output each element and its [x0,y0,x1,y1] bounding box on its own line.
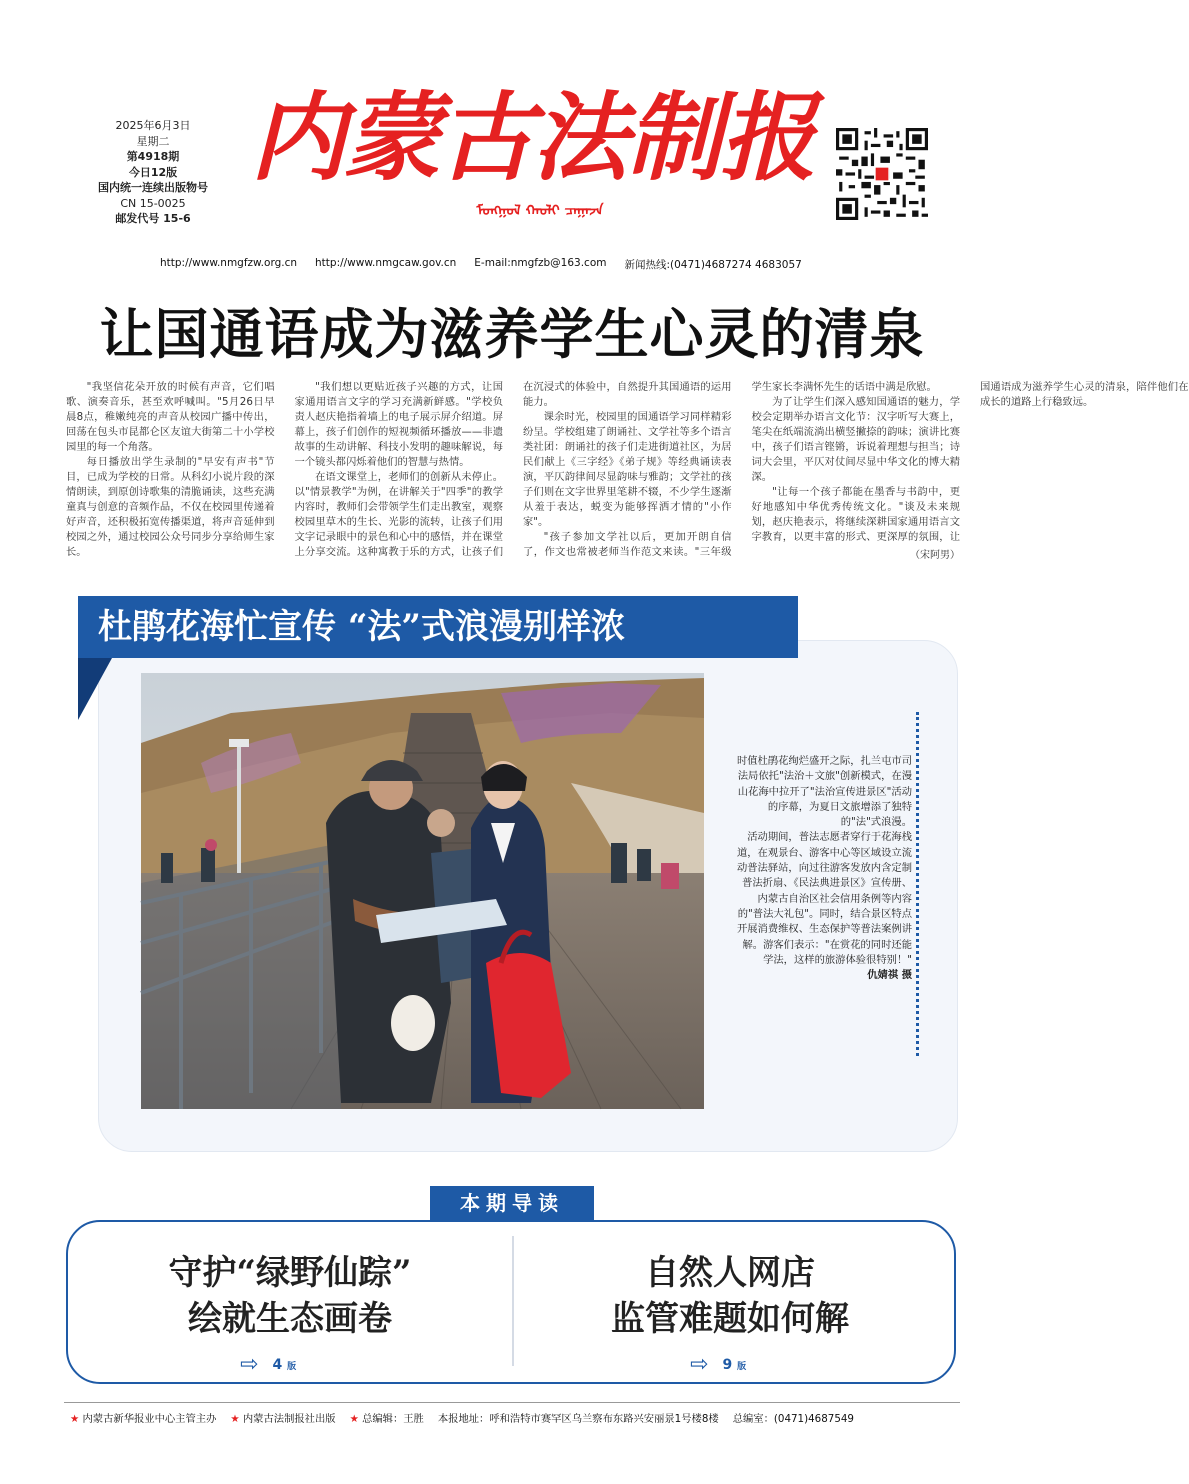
article-paragraph: 课余时光，校园里的国通语学习同样精彩纷呈。学校组建了朗诵社、文学社等多个语言类社团：朗诵社的孩子们走进街道社区，为居民们献上《三字经》《弟子规》等经典诵读表演，平仄韵律间尽显韵味与雅韵；文学社的孩子们则在文字世界里笔耕不辍，不少学生逐渐从羞于表达，蜕变为能够挥洒才情的"小作家"。 [523,411,732,528]
footer-editor: 总编辑：王胜 [362,1413,424,1425]
footer-address: 本报地址：呼和浩特市赛罕区乌兰察布东路兴安丽景1号楼8楼 [437,1413,719,1425]
article-paragraph: "我们想以更贴近孩子兴趣的方式，让国家通用语言文字的学习充满新鲜感。"学校负责人赵庆艳指着墙上的电子展示屏介绍道。屏幕上，孩子们创作的短视频循环播放——非遗故事的生动讲解、科技小发明的趣味解说，每一个镜头都闪烁着他们的智慧与热情。 [294,381,503,468]
mongolian-title: ᠮᠣᠩᠭᠣᠯ ᠬᠠᠤᠯᠢ ᠴᠠᠭᠠᠵᠠ [476,203,604,219]
footer-rule [64,1402,960,1403]
page-suffix: 版 [287,1361,297,1372]
footer-office-phone: 总编室：(0471)4687549 [732,1413,854,1425]
publication-info [88,118,218,227]
guide-item-right[interactable] [530,1250,930,1342]
guide-page-number: 4 [272,1356,283,1373]
star-icon: ★ [230,1413,240,1425]
issue-date: 2025年6月3日 [115,119,191,132]
feature-banner-title: 杜鹃花海忙宣传 “法”式浪漫别样浓 [78,596,798,658]
footer-publisher: 内蒙古法制报社出版 [242,1413,336,1425]
guide-title-line: 自然人网店 [645,1253,815,1293]
star-icon: ★ [70,1413,80,1425]
guide-label: 本期导读 [430,1186,594,1220]
guide-page-ref-right[interactable] [690,1352,746,1377]
issue-number: 第4918期 [126,150,180,163]
lead-headline: 让国通语成为滋养学生心灵的清泉 [99,302,925,366]
photo-credit: 仇婧祺 摄 [867,969,912,982]
article-paragraph: "我坚信花朵开放的时候有声音，它们唱歌、演奏音乐，甚至欢呼喊叫。"5月26日早晨8点，稚嫩纯亮的声音从校园广播中传出，回荡在包头市昆都仑区友谊大街第二十小学校园里的每一个角落。 [66,381,275,453]
cn-number: CN 15-0025 [120,196,186,210]
guide-title-line: 监管难题如何解 [611,1299,849,1339]
issue-weekday: 星期二 [136,134,170,148]
caption-paragraph: 活动期间，普法志愿者穿行于花海栈道，在观景台、游客中心等区域设立流动普法驿站，向过往游客发放内含定制普法折扇、《民法典进景区》宣传册、内蒙古自治区社会信用条例等内容的"普法大礼包"。同时，结合景区特点开展消费维权、生态保护等普法案例讲解。游客们表示："在赏花的同时还能学法，这样的旅游体验很特别！" [736,831,912,966]
guide-title-line: 守护“绿野仙踪” [168,1253,412,1293]
qr-code-icon[interactable] [836,128,928,220]
feature-photo[interactable] [141,673,704,1109]
newspaper-title-logo: 内蒙古法制报 [250,81,814,194]
footer-sponsor: 内蒙古新华报业中心主管主办 [82,1413,217,1425]
arrow-right-icon: ⇨ [690,1352,709,1377]
article-paragraph: 每日播放出学生录制的"早安有声书"节目，已成为学校的日常。从科幻小说片段的深情朗读，到原创诗歌集的清脆诵读，这些充满童真与创意的音频作品，不仅在校园里传递着好声音，还积极拓宽传播渠道，将声音延伸到校园之外，通过校园公众号同步分享给师生家长。 [66,456,275,558]
guide-page-ref-left[interactable] [240,1352,296,1377]
news-hotline: 新闻热线:(0471)4687274 4683057 [624,259,802,271]
lead-article-body [66,380,1189,564]
article-paragraph: "孩子参加文学社以后，更加开朗自信了，作文也常被老师当作范文来读。"三年级学生家长李满怀先生的话语中满是欣慰。 [523,381,937,558]
email-link[interactable]: E-mail:nmgfzb@163.com [474,257,607,269]
guide-item-left[interactable] [90,1250,490,1342]
star-icon: ★ [349,1413,359,1425]
serial-label: 国内统一连续出版物号 [98,181,208,194]
guide-title-line: 绘就生态画卷 [188,1299,392,1339]
contact-bar [160,257,880,273]
arrow-right-icon: ⇨ [240,1352,259,1377]
article-paragraph: 为了让学生们深入感知国通语的魅力，学校会定期举办语言文化节：汉字听写大赛上，笔尖在纸端流淌出横竖撇捺的韵味；演讲比赛中，孩子们语言铿锵，诉说着理想与担当；诗词大会里，平仄对仗间尽显中华文化的博大精深。 [751,396,960,483]
guide-page-number: 9 [722,1356,733,1373]
article-paragraph: "让每一个孩子都能在墨香与书韵中，更好地感知中华优秀传统文化。"谈及未来规划，赵庆艳表示，将继续深耕国家通用语言文字教育，以更丰富的形式、更深厚的氛围，让国通语成为滋养学生心灵的清泉，陪伴他们在成长的道路上行稳致远。 [751,381,1189,543]
guide-divider [512,1236,514,1366]
website-link-1[interactable]: http://www.nmgfzw.org.cn [160,257,298,269]
article-byline: （宋阿男） [910,550,960,561]
article-paragraph: 在语文课堂上，老师们的创新从未停止。以"情景教学"为例，在讲解关于"四季"的教学内容时，教师们会带领学生们走出教室，观察校园里草木的生长、光影的流转，让孩子们用文字记录眼中的景色和心中的感悟，并在课堂上分享交流。这种寓教于乐的方式，让孩子们在沉浸式的体验中，自然提升其国通语的运用能力。 [294,381,732,558]
caption-paragraph: 时值杜鹃花绚烂盛开之际，扎兰屯市司法局依托"法治＋文旅"创新模式，在漫山花海中拉开了"法治宣传进景区"活动的序幕，为夏日文旅增添了独特的"法"式浪漫。 [736,755,912,829]
website-link-2[interactable]: http://www.nmgcaw.gov.cn [315,257,457,269]
photo-caption [734,754,912,1054]
page-suffix: 版 [737,1361,747,1372]
page-count: 今日12版 [128,165,178,179]
footer-bar [70,1410,960,1426]
banner-tail [78,658,112,720]
postal-code: 邮发代号 15-6 [115,212,191,225]
